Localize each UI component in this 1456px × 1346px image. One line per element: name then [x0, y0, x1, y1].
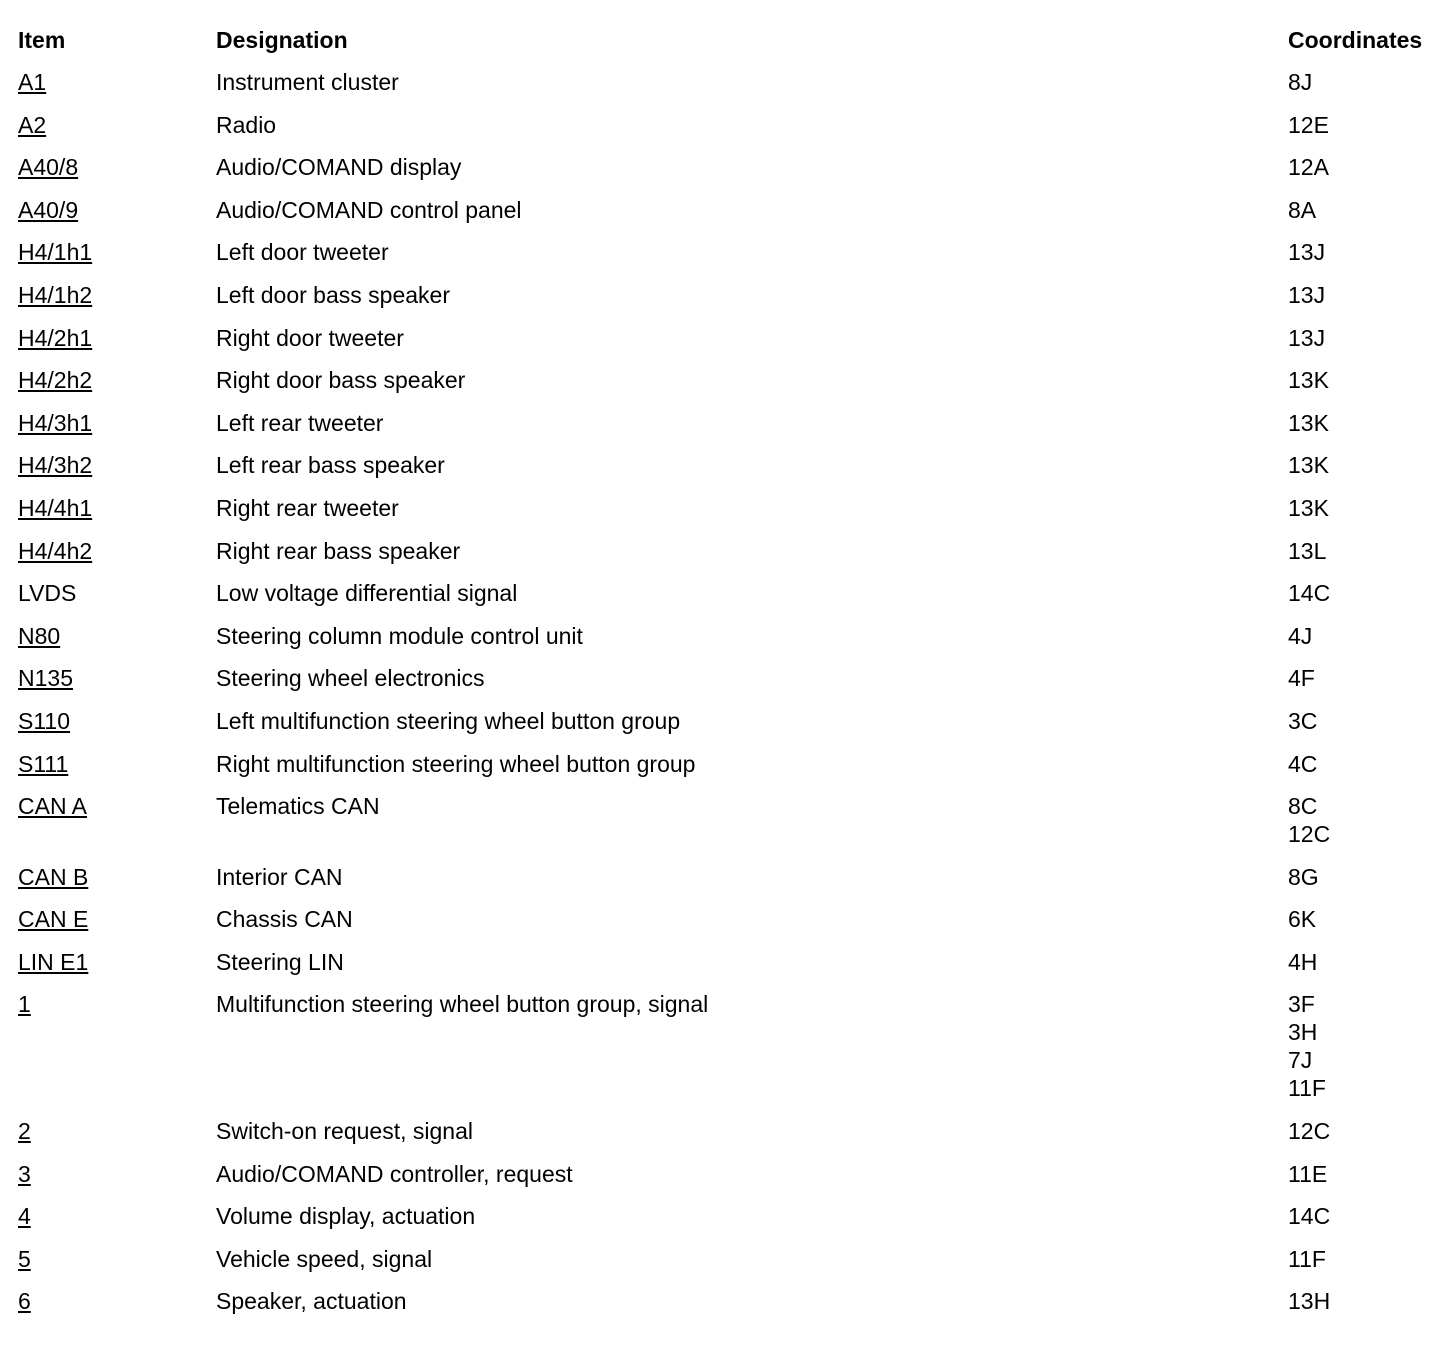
coordinate: 4J — [1288, 622, 1313, 649]
designation: Left multifunction steering wheel button group — [216, 707, 681, 734]
coordinate: 8J — [1288, 69, 1313, 95]
coordinates-cell — [1288, 990, 1448, 1102]
item-link[interactable]: H4/4h2 — [18, 537, 93, 564]
item-link[interactable]: H4/1h1 — [18, 239, 93, 266]
coordinate: 11F — [1288, 1075, 1326, 1102]
designation: Chassis CAN — [216, 906, 353, 933]
designation: Volume display, actuation — [216, 1203, 476, 1230]
coordinate: 13J — [1288, 281, 1326, 308]
item-link[interactable]: H4/2h2 — [18, 367, 93, 394]
coordinates-cell — [1288, 1202, 1448, 1230]
table-row — [18, 990, 1448, 1102]
coordinates-cell — [1288, 451, 1448, 479]
designation: Switch-on request, signal — [216, 1118, 473, 1145]
coordinate: 7J — [1288, 1047, 1313, 1074]
item-link[interactable]: A2 — [18, 111, 47, 138]
table-row — [18, 664, 1448, 692]
designation: Multifunction steering wheel button group, signal — [216, 991, 709, 1018]
coordinates-cell — [1288, 324, 1448, 352]
table-row — [18, 1117, 1448, 1145]
item-link[interactable]: 3 — [18, 1160, 31, 1187]
coordinate: 13J — [1288, 324, 1326, 351]
designation: Steering column module control unit — [216, 622, 583, 649]
coordinates-cell — [1288, 948, 1448, 976]
coordinate: 4H — [1288, 948, 1318, 975]
coordinates-cell — [1288, 238, 1448, 266]
coordinates-cell — [1288, 281, 1448, 309]
designation: Radio — [216, 111, 277, 138]
designation: Left door bass speaker — [216, 281, 450, 308]
item-link[interactable]: H4/4h1 — [18, 494, 93, 521]
item-link[interactable]: 2 — [18, 1118, 31, 1145]
coordinates-cell — [1288, 750, 1448, 778]
coordinate: 13K — [1288, 494, 1329, 521]
item-link[interactable]: H4/2h1 — [18, 324, 93, 351]
designation: Speaker, actuation — [216, 1288, 407, 1315]
coordinates-cell — [1288, 1117, 1448, 1145]
coordinate: 13K — [1288, 409, 1329, 436]
table-row — [18, 622, 1448, 650]
coordinate: 6K — [1288, 906, 1317, 933]
designation: Right multifunction steering wheel button group — [216, 750, 696, 777]
item-link[interactable]: H4/3h2 — [18, 452, 93, 479]
table-row — [18, 905, 1448, 933]
item-link[interactable]: S111 — [18, 750, 69, 777]
item-link[interactable]: 1 — [18, 991, 31, 1018]
header-item: Item — [18, 27, 66, 53]
coordinates-cell — [1288, 1160, 1448, 1188]
item-link[interactable]: CAN B — [18, 863, 89, 890]
designation: Left door tweeter — [216, 239, 389, 266]
legend-table — [18, 26, 1448, 1330]
coordinate: 4F — [1288, 665, 1315, 692]
item-link[interactable]: H4/1h2 — [18, 281, 93, 308]
item-link[interactable]: H4/3h1 — [18, 409, 93, 436]
table-row — [18, 238, 1448, 266]
designation: Steering LIN — [216, 948, 344, 975]
designation: Interior CAN — [216, 863, 343, 890]
coordinate: 14C — [1288, 580, 1331, 607]
designation: Instrument cluster — [216, 69, 399, 95]
item-link[interactable]: N135 — [18, 665, 73, 692]
item-link[interactable]: 5 — [18, 1245, 31, 1272]
item-link[interactable]: A1 — [18, 69, 47, 95]
item-link[interactable]: CAN E — [18, 906, 89, 933]
coordinate: 12A — [1288, 154, 1329, 181]
designation: Right rear bass speaker — [216, 537, 461, 564]
item-label: LVDS — [18, 580, 77, 607]
item-link[interactable]: CAN A — [18, 793, 88, 820]
coordinates-cell — [1288, 1245, 1448, 1273]
table-row — [18, 1160, 1448, 1188]
designation: Right door tweeter — [216, 324, 404, 351]
coordinates-cell — [1288, 664, 1448, 692]
table-row — [18, 324, 1448, 352]
item-link[interactable]: LIN E1 — [18, 948, 89, 975]
designation: Right door bass speaker — [216, 367, 466, 394]
coordinate: 11E — [1288, 1160, 1328, 1187]
coordinates-cell — [1288, 622, 1448, 650]
table-row — [18, 366, 1448, 394]
table-row — [18, 111, 1448, 139]
coordinates-cell — [1288, 494, 1448, 522]
designation: Telematics CAN — [216, 793, 380, 820]
designation: Right rear tweeter — [216, 494, 399, 521]
table-row — [18, 750, 1448, 778]
coordinate: 8C — [1288, 793, 1318, 820]
coordinate: 14C — [1288, 1203, 1331, 1230]
coordinate: 3F — [1288, 991, 1315, 1018]
table-row — [18, 196, 1448, 224]
table-row — [18, 153, 1448, 181]
table-row — [18, 281, 1448, 309]
coordinates-cell — [1288, 579, 1448, 607]
coordinates-cell — [1288, 366, 1448, 394]
coordinate: 12C — [1288, 821, 1331, 848]
table-row — [18, 1245, 1448, 1273]
coordinate: 12E — [1288, 111, 1329, 138]
designation: Left rear bass speaker — [216, 452, 445, 479]
table-row — [18, 409, 1448, 437]
table-row — [18, 1287, 1448, 1315]
header-coordinates: Coordinates — [1288, 27, 1423, 53]
table-row — [18, 707, 1448, 735]
designation: Low voltage differential signal — [216, 580, 518, 607]
coordinate: 3H — [1288, 1019, 1318, 1046]
coordinate: 4C — [1288, 750, 1318, 777]
coordinates-cell — [1288, 196, 1448, 224]
table-row — [18, 863, 1448, 891]
coordinate: 13K — [1288, 452, 1329, 479]
table-body — [18, 68, 1448, 1315]
item-link[interactable]: 6 — [18, 1288, 31, 1315]
table-row — [18, 68, 1448, 96]
coordinates-cell — [1288, 707, 1448, 735]
item-link[interactable]: A40/9 — [18, 196, 79, 223]
designation: Audio/COMAND control panel — [216, 196, 522, 223]
coordinates-cell — [1288, 68, 1448, 96]
table-row — [18, 1202, 1448, 1230]
table-row — [18, 579, 1448, 607]
table-row — [18, 792, 1448, 848]
coordinates-cell — [1288, 905, 1448, 933]
item-link[interactable]: S110 — [18, 707, 71, 734]
coordinates-cell — [1288, 863, 1448, 891]
coordinates-cell — [1288, 409, 1448, 437]
coordinates-cell — [1288, 1287, 1448, 1315]
coordinate: 13J — [1288, 239, 1326, 266]
table-row — [18, 451, 1448, 479]
coordinate: 8A — [1288, 196, 1317, 223]
coordinates-cell — [1288, 537, 1448, 565]
item-link[interactable]: 4 — [18, 1203, 31, 1230]
coordinate: 3C — [1288, 707, 1318, 734]
designation: Audio/COMAND controller, request — [216, 1160, 573, 1187]
coordinates-cell — [1288, 111, 1448, 139]
coordinate: 13H — [1288, 1288, 1331, 1315]
designation: Vehicle speed, signal — [216, 1245, 433, 1272]
coordinate: 13L — [1288, 537, 1327, 564]
item-link[interactable]: A40/8 — [18, 154, 79, 181]
designation: Left rear tweeter — [216, 409, 384, 436]
coordinates-cell — [1288, 792, 1448, 848]
item-link[interactable]: N80 — [18, 622, 61, 649]
designation: Audio/COMAND display — [216, 154, 462, 181]
coordinate: 13K — [1288, 367, 1329, 394]
table-row — [18, 948, 1448, 976]
table-row — [18, 537, 1448, 565]
coordinate: 8G — [1288, 863, 1319, 890]
coordinates-cell — [1288, 153, 1448, 181]
table-header — [18, 26, 1448, 54]
header-designation: Designation — [216, 27, 348, 53]
coordinate: 11F — [1288, 1245, 1326, 1272]
coordinate: 12C — [1288, 1118, 1331, 1145]
designation: Steering wheel electronics — [216, 665, 485, 692]
table-row — [18, 494, 1448, 522]
